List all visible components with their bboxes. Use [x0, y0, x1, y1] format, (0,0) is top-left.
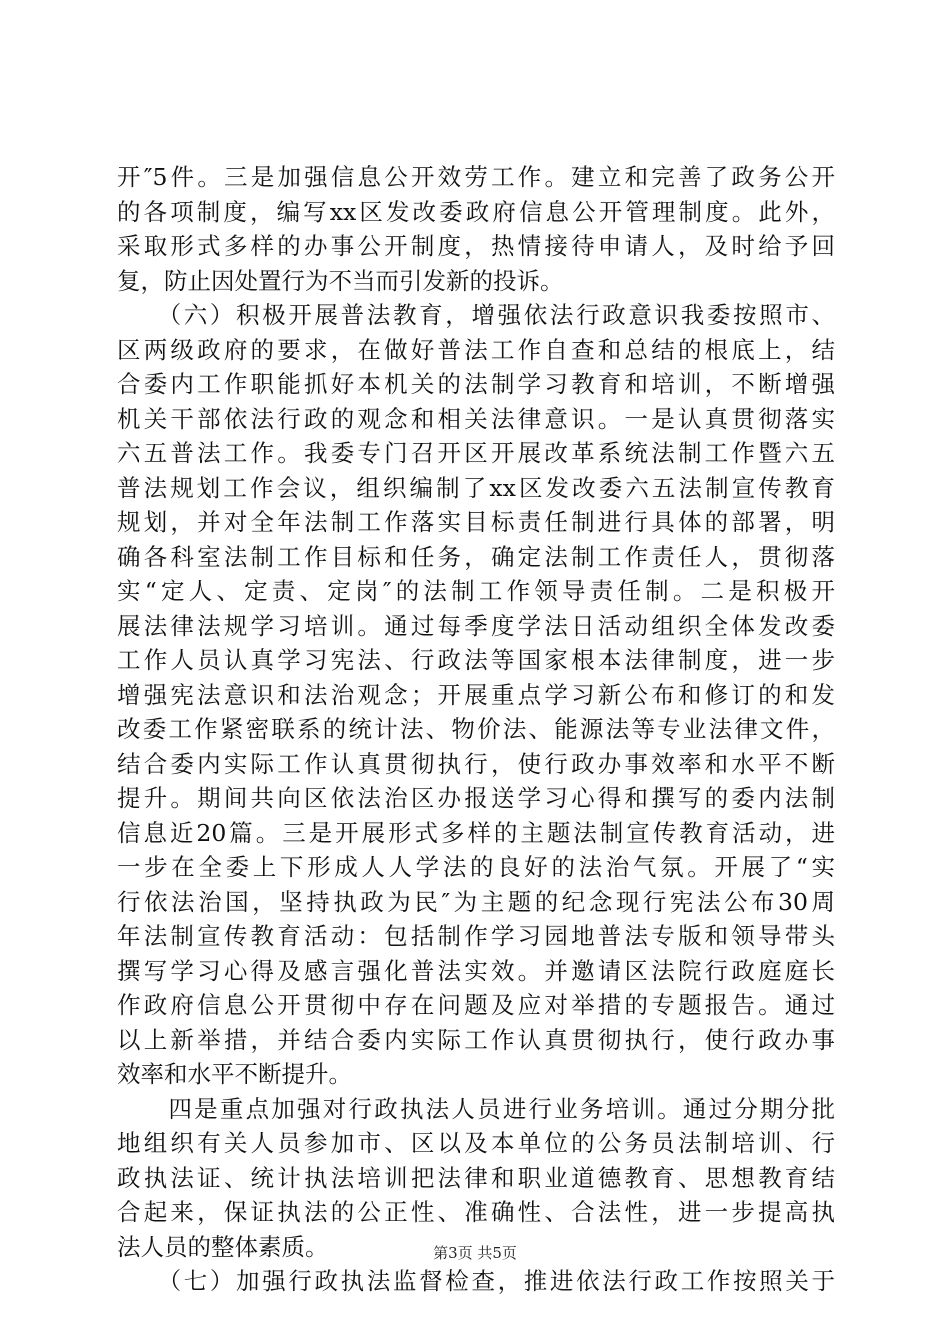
text-line: 政执法证、统计执法培训把法律和职业道德教育、思想教育结 [117, 1163, 835, 1192]
text-line: 工作人员认真学习宪法、行政法等国家根本法律制度，进一步 [117, 646, 835, 674]
text-line: 效率和水平不断提升。 [117, 1060, 352, 1088]
text-line: 采取形式多样的办事公开制度，热情接待申请人，及时给予回 [117, 232, 835, 260]
text-line: 年法制宣传教育活动：包括制作学习园地普法专版和领导带头 [117, 922, 835, 950]
text-line: 提升。期间共向区依法治区办报送学习心得和撰写的委内法制 [117, 784, 835, 812]
text-line: 六五普法工作。我委专门召开区开展改革系统法制工作暨六五 [117, 439, 835, 467]
text-line: 作政府信息公开贯彻中存在问题及应对举措的专题报告。通过 [117, 991, 835, 1019]
text-line: 信息近20篇。三是开展形式多样的主题法制宣传教育活动，进 [117, 818, 835, 847]
text-line: 合起来，保证执法的公正性、准确性、合法性，进一步提高执 [117, 1198, 835, 1226]
text-line: 增强宪法意识和法治观念；开展重点学习新公布和修订的和发 [117, 680, 835, 709]
text-line: 规划，并对全年法制工作落实目标责任制进行具体的部署，明 [117, 508, 835, 536]
text-line: 改委工作紧密联系的统计法、物价法、能源法等专业法律文件， [117, 715, 835, 743]
text-line: 地组织有关人员参加市、区以及本单位的公务员法制培训、行 [117, 1129, 835, 1157]
text-line: 复，防止因处置行为不当而引发新的投诉。 [117, 266, 564, 295]
text-line: 确各科室法制工作目标和任务，确定法制工作责任人，贯彻落 [117, 542, 835, 571]
text-line: 合委内工作职能抓好本机关的法制学习教育和培训，不断增强 [117, 370, 835, 398]
text-line: 开″5件。三是加强信息公开效劳工作。建立和完善了政务公开 [117, 163, 835, 191]
page-footer: 第3页 共5页 [433, 1244, 517, 1262]
text-line: 结合委内实际工作认真贯彻执行，使行政办事效率和水平不断 [117, 749, 835, 778]
document-body [117, 160, 835, 1299]
text-line: 机关干部依法行政的观念和相关法律意识。一是认真贯彻落实 [117, 404, 835, 433]
text-line: 展法律法规学习培训。通过每季度学法日活动组织全体发改委 [117, 611, 835, 640]
text-line: 实“定人、定责、定岗″的法制工作领导责任制。二是积极开 [117, 577, 835, 605]
text-line: 的各项制度，编写xx区发改委政府信息公开管理制度。此外， [117, 197, 835, 226]
text-line: 以上新举措，并结合委内实际工作认真贯彻执行，使行政办事 [117, 1025, 835, 1054]
text-line: 区两级政府的要求，在做好普法工作自查和总结的根底上，结 [117, 335, 835, 364]
text-line: 撰写学习心得及感言强化普法实效。并邀请区法院行政庭庭长 [117, 956, 835, 985]
text-line: （六）积极开展普法教育，增强依法行政意识我委按照市、 [117, 301, 835, 329]
text-line: （七）加强行政执法监督检查，推进依法行政工作按照关于 [117, 1267, 835, 1295]
text-line: 四是重点加强对行政执法人员进行业务培训。通过分期分批 [117, 1094, 835, 1123]
text-line: 行依法治国，坚持执政为民″为主题的纪念现行宪法公布30周 [117, 887, 835, 916]
text-line: 法人员的整体素质。 [117, 1232, 329, 1261]
text-line: 一步在全委上下形成人人学法的良好的法治气氛。开展了“实 [117, 853, 835, 881]
text-line: 普法规划工作会议，组织编制了xx区发改委六五法制宣传教育 [117, 473, 835, 502]
